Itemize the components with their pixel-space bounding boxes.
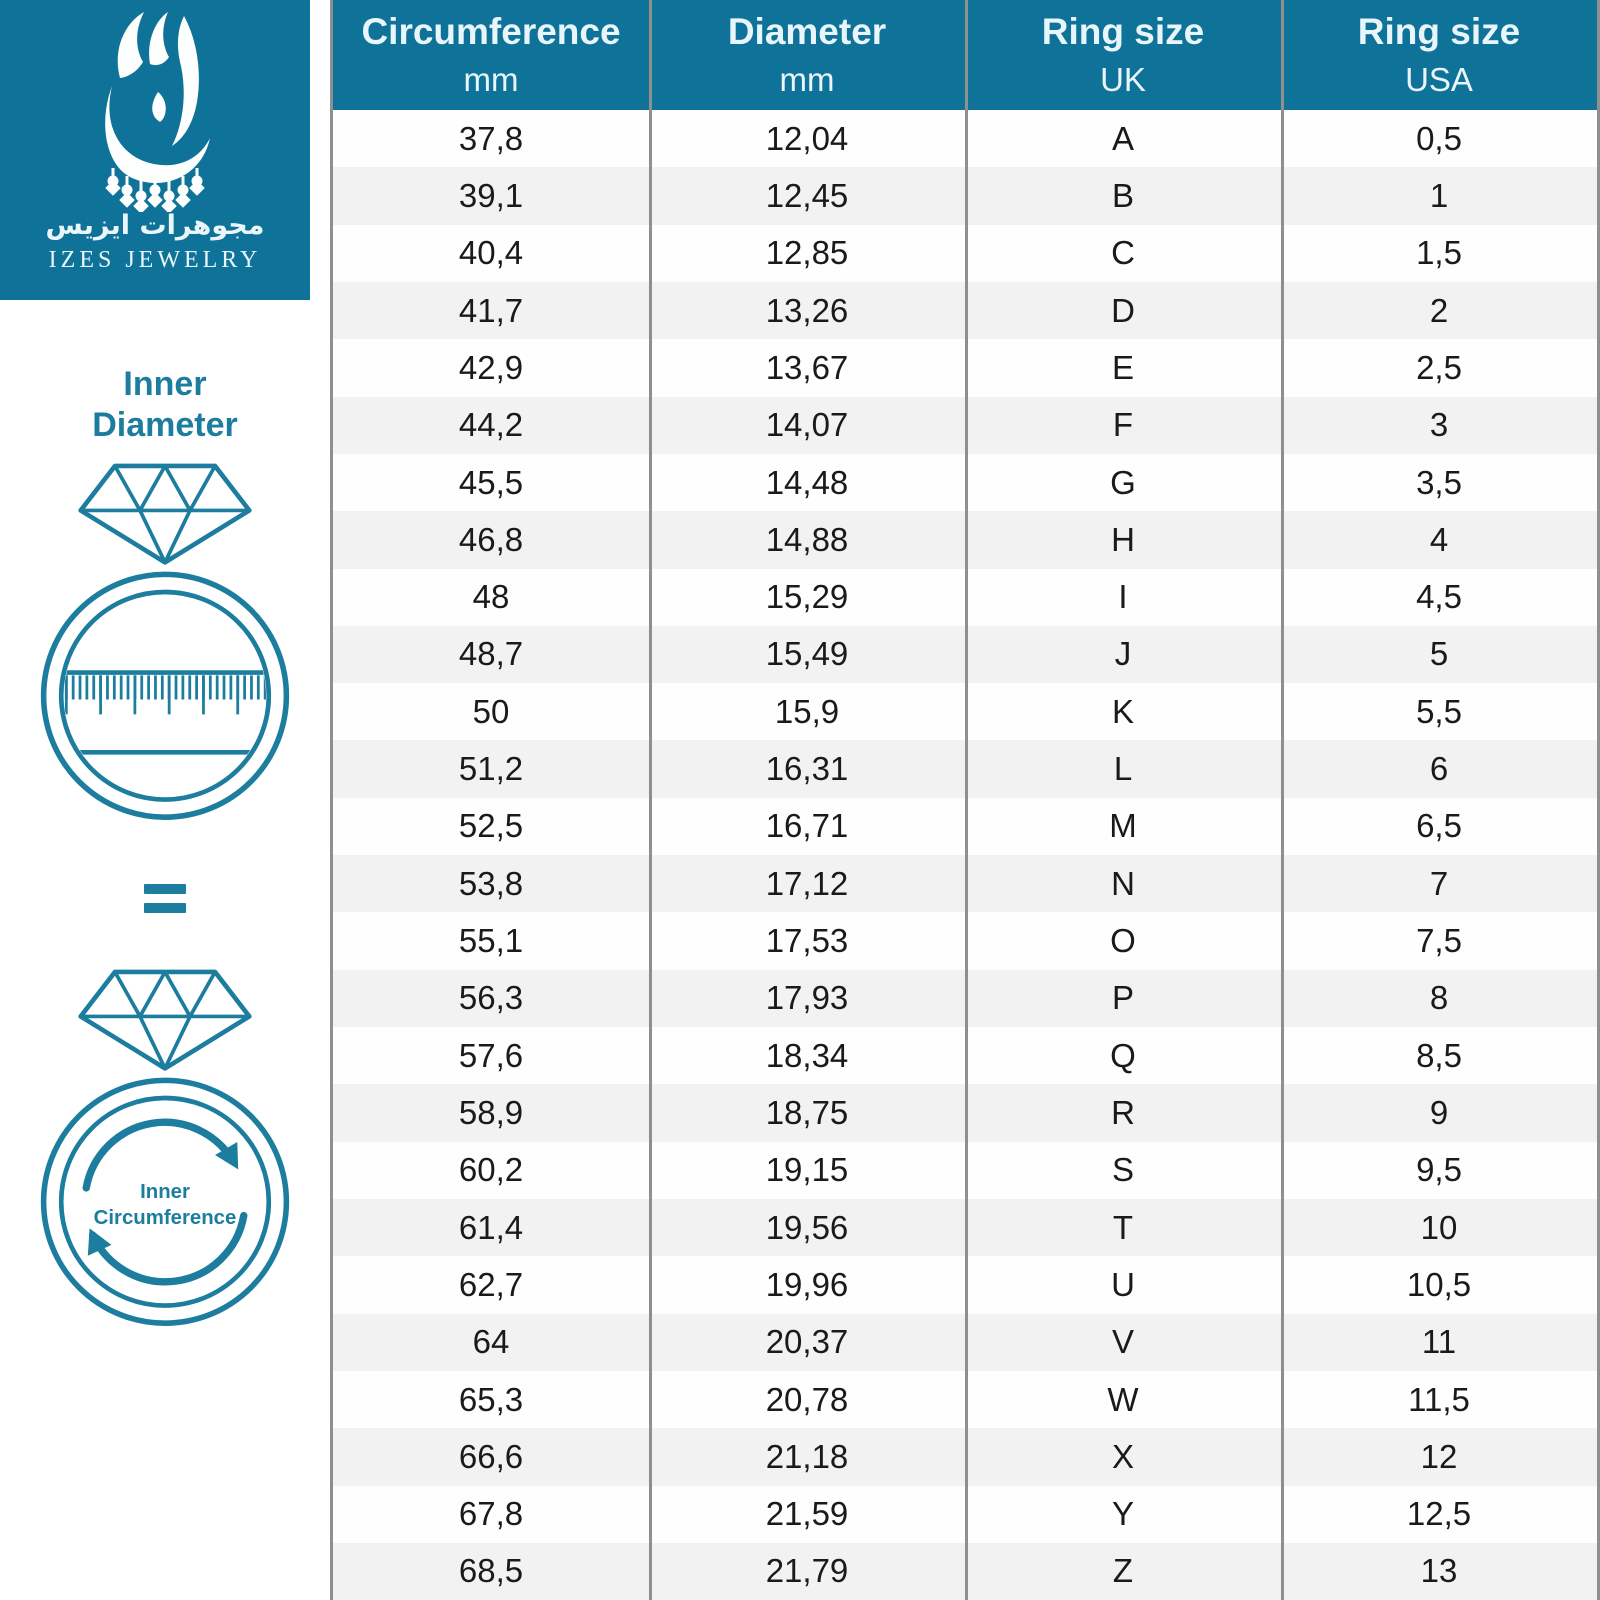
table-cell: 16,71	[765, 807, 849, 845]
table-cell: 67,8	[458, 1495, 524, 1533]
table-cell: 6	[1429, 750, 1449, 788]
table-cell: 41,7	[458, 291, 524, 329]
table-cell: 39,1	[458, 176, 524, 214]
table-cell: 68,5	[458, 1552, 524, 1590]
table-row	[333, 110, 1597, 167]
table-row	[333, 339, 1597, 396]
table-cell: 21,59	[765, 1495, 849, 1533]
table-cell: 7	[1429, 864, 1449, 902]
table-cell: X	[1111, 1437, 1134, 1475]
table-cell: 6,5	[1416, 807, 1462, 845]
table-row	[333, 282, 1597, 339]
table-cell: 58,9	[458, 1093, 524, 1131]
table-cell: 65,3	[458, 1380, 524, 1418]
table-cell: R	[1111, 1093, 1135, 1131]
table-cell: 42,9	[458, 348, 524, 386]
table-cell: 13	[1420, 1552, 1458, 1590]
table-cell: 12	[1420, 1437, 1458, 1475]
table-cell: 20,37	[765, 1323, 849, 1361]
table-cell: 9,5	[1416, 1151, 1462, 1189]
table-cell: 53,8	[458, 864, 524, 902]
table-cell: 19,15	[765, 1151, 849, 1189]
table-cell: 50	[472, 692, 510, 730]
table-cell: 20,78	[765, 1380, 849, 1418]
table-cell: 48,7	[458, 635, 524, 673]
table-row	[333, 225, 1597, 282]
table-row	[333, 798, 1597, 855]
table-cell: 19,96	[765, 1265, 849, 1303]
table-cell: 12,45	[765, 176, 849, 214]
table-cell: Q	[1110, 1036, 1136, 1074]
table-cell: 11	[1421, 1323, 1457, 1361]
table-cell: 57,6	[458, 1036, 524, 1074]
table-cell: 2,5	[1416, 348, 1462, 386]
table-cell: 21,79	[765, 1552, 849, 1590]
table-row	[333, 1142, 1597, 1199]
table-cell: 1,5	[1416, 234, 1462, 272]
sidebar	[0, 0, 330, 1600]
table-cell: 15,9	[774, 692, 840, 730]
table-cell: 8	[1429, 979, 1449, 1017]
table-row	[333, 740, 1597, 797]
table-row	[333, 1084, 1597, 1141]
inner-diameter-label-line1: Inner	[123, 365, 207, 403]
table-cell: D	[1111, 291, 1135, 329]
table-cell: 10,5	[1406, 1265, 1472, 1303]
table-row	[333, 1543, 1597, 1600]
table-cell: J	[1114, 635, 1132, 673]
size-table	[330, 0, 1600, 1600]
table-cell: 62,7	[458, 1265, 524, 1303]
table-cell: T	[1112, 1208, 1134, 1246]
table-cell: 10	[1420, 1208, 1458, 1246]
table-cell: 14,48	[765, 463, 849, 501]
table-cell: 45,5	[458, 463, 524, 501]
table-cell: 9	[1429, 1093, 1449, 1131]
inner-circumference-label-line2: Circumference	[93, 1206, 237, 1229]
table-cell: 5	[1429, 635, 1449, 673]
table-cell: Z	[1112, 1552, 1134, 1590]
table-row	[333, 1428, 1597, 1485]
table-row	[333, 397, 1597, 454]
table-cell: 15,29	[765, 578, 849, 616]
table-row	[333, 683, 1597, 740]
table-row	[333, 1199, 1597, 1256]
table-cell: H	[1111, 520, 1135, 558]
table-cell: E	[1111, 348, 1134, 386]
table-cell: 48	[472, 578, 510, 616]
table-cell: 60,2	[458, 1151, 524, 1189]
table-cell: 14,88	[765, 520, 849, 558]
table-cell: 66,6	[458, 1437, 524, 1475]
inner-diameter-label-line2: Diameter	[92, 406, 238, 445]
table-cell: 51,2	[458, 750, 524, 788]
table-cell: 55,1	[458, 922, 524, 960]
table-row	[333, 1314, 1597, 1371]
table-row	[333, 569, 1597, 626]
table-cell: 37,8	[458, 119, 524, 157]
table-cell: A	[1111, 119, 1134, 157]
table-cell: 4,5	[1416, 578, 1462, 616]
table-row	[333, 511, 1597, 568]
table-cell: 3,5	[1416, 463, 1462, 501]
table-row	[333, 855, 1597, 912]
table-cell: 12,85	[765, 234, 849, 272]
equals-icon	[144, 884, 186, 913]
table-cell: 64	[472, 1323, 510, 1361]
table-cell: U	[1111, 1265, 1135, 1303]
table-cell: 56,3	[458, 979, 524, 1017]
table-cell: N	[1111, 864, 1135, 902]
table-cell: S	[1111, 1151, 1134, 1189]
table-cell: 3	[1429, 406, 1449, 444]
table-cell: M	[1109, 807, 1137, 845]
table-row	[333, 1486, 1597, 1543]
table-cell: 52,5	[458, 807, 524, 845]
brand-logo	[0, 0, 310, 300]
table-cell: 19,56	[765, 1208, 849, 1246]
table-cell: 61,4	[458, 1208, 524, 1246]
table-cell: 14,07	[765, 406, 849, 444]
table-cell: 8,5	[1416, 1036, 1462, 1074]
table-row	[333, 1371, 1597, 1428]
table-cell: K	[1111, 692, 1134, 730]
table-cell: 1	[1429, 176, 1449, 214]
table-cell: F	[1112, 406, 1134, 444]
table-cell: 17,12	[765, 864, 849, 902]
table-cell: 0,5	[1416, 119, 1462, 157]
izes-logo-mark-icon	[0, 0, 310, 212]
table-cell: 15,49	[765, 635, 849, 673]
table-cell: 40,4	[458, 234, 524, 272]
inner-circumference-label-line1: Inner	[140, 1180, 190, 1203]
table-row	[333, 1027, 1597, 1084]
table-cell: 11,5	[1408, 1380, 1470, 1418]
table-cell: 18,75	[765, 1093, 849, 1131]
header-circumference: Circumference mm	[361, 11, 621, 98]
table-cell: 17,53	[765, 922, 849, 960]
table-cell: 21,18	[765, 1437, 849, 1475]
table-cell: 46,8	[458, 520, 524, 558]
size-table-body	[333, 110, 1597, 1600]
table-row	[333, 167, 1597, 224]
table-row	[333, 970, 1597, 1027]
inner-diameter-label	[92, 364, 238, 447]
table-cell: I	[1118, 578, 1128, 616]
brand-name-arabic: مجوهرات ايزيس	[45, 210, 265, 241]
table-cell: 4	[1429, 520, 1449, 558]
table-row	[333, 912, 1597, 969]
table-cell: 7,5	[1416, 922, 1462, 960]
table-cell: W	[1107, 1380, 1139, 1418]
table-cell: 16,31	[765, 750, 849, 788]
table-row	[333, 454, 1597, 511]
table-cell: 13,26	[765, 291, 849, 329]
table-row	[333, 1256, 1597, 1313]
table-cell: 12,5	[1406, 1495, 1472, 1533]
table-cell: O	[1110, 922, 1136, 960]
table-header	[333, 0, 1597, 110]
header-ring-size-uk: Ring size UK	[1041, 11, 1205, 98]
brand-name-latin: IZES JEWELRY	[48, 247, 262, 273]
table-cell: 13,67	[765, 348, 849, 386]
table-cell: L	[1113, 750, 1133, 788]
table-cell: 12,04	[765, 119, 849, 157]
table-cell: Y	[1111, 1495, 1134, 1533]
table-cell: 2	[1429, 291, 1449, 329]
table-cell: 44,2	[458, 406, 524, 444]
header-ring-size-usa: Ring size USA	[1357, 11, 1521, 98]
ring-inner-circumference-diagram	[26, 959, 304, 1330]
table-cell: P	[1111, 979, 1134, 1017]
table-cell: 5,5	[1416, 692, 1462, 730]
ring-inner-diameter-diagram	[26, 453, 304, 824]
table-row	[333, 626, 1597, 683]
table-cell: 17,93	[765, 979, 849, 1017]
header-diameter: Diameter mm	[727, 11, 887, 98]
table-cell: G	[1110, 463, 1136, 501]
table-cell: 18,34	[765, 1036, 849, 1074]
table-cell: B	[1111, 176, 1134, 214]
table-cell: V	[1111, 1323, 1134, 1361]
table-cell: C	[1111, 234, 1135, 272]
